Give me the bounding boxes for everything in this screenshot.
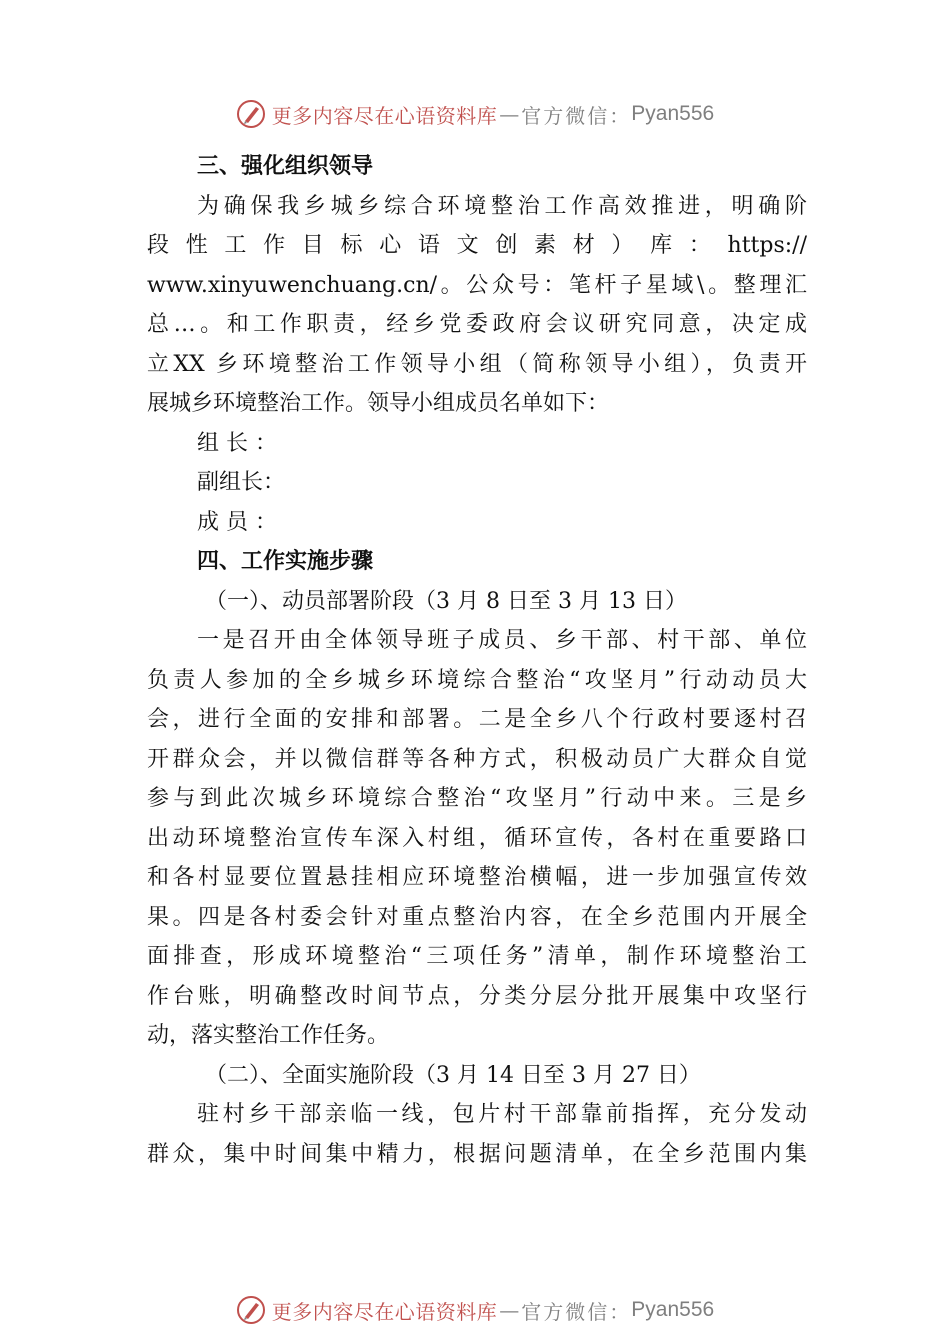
- paragraph-line: 驻村乡干部亲临一线，包片村干部靠前指挥，充分发动: [197, 1102, 807, 1127]
- paragraph-line: 总…。和工作职责，经乡党委政府会议研究同意，决定成: [147, 312, 807, 337]
- paragraph-line: 一是召开由全体领导班子成员、乡干部、村干部、单位: [197, 628, 807, 653]
- paragraph-line: 立XX 乡环境整治工作领导小组（简称领导小组），负责开: [147, 351, 807, 377]
- paragraph-line: 出动环境整治宣传车深入村组，循环宣传，各村在重要路口: [147, 825, 807, 851]
- paragraph-line: 段性工作目标心语文创素材）库：https://: [147, 233, 807, 258]
- subsection-heading: （二）、全面实施阶段（3 月 14 日至 3 月 27 日）: [205, 1062, 701, 1088]
- paragraph-line: 动，落实整治工作任务。: [147, 1023, 390, 1048]
- watermark-wechat-label: 官方微信：: [521, 1299, 632, 1324]
- watermark-wechat-id: Pyan556: [631, 1298, 715, 1321]
- member-line-members: 成 员 ：: [197, 509, 277, 535]
- paragraph-line: 果。四是各村委会针对重点整治内容，在全乡范围内开展全: [147, 904, 807, 930]
- watermark-wechat-id: Pyan556: [631, 102, 715, 125]
- paragraph-line: 展城乡环境整治工作。领导小组成员名单如下：: [147, 391, 610, 416]
- paragraph-line: 负责人参加的全乡城乡环境综合整治“攻坚月”行动动员大: [147, 667, 807, 693]
- paragraph-line: 作台账，明确整改时间节点，分类分层分批开展集中攻坚行: [147, 983, 807, 1009]
- paragraph-line: www.xinyuwenchuang.cn/。公众号：笔杆子星域\。整理汇: [147, 272, 807, 298]
- watermark-banner-top: [0, 94, 950, 134]
- paragraph-line: 会，进行全面的安排和部署。二是全乡八个行政村要逐村召: [147, 707, 807, 732]
- pen-logo-icon: [236, 99, 266, 129]
- paragraph-line: 和各村显要位置悬挂相应环境整治横幅，进一步加强宣传效: [147, 865, 807, 890]
- watermark-separator: —: [499, 1298, 520, 1322]
- paragraph-line: 面排查，形成环境整治“三项任务”清单，制作环境整治工: [147, 944, 807, 969]
- paragraph-line: 群众，集中时间集中精力，根据问题清单，在全乡范围内集: [147, 1141, 807, 1167]
- subsection-heading: （一）、动员部署阶段（3 月 8 日至 3 月 13 日）: [205, 588, 687, 614]
- pen-logo-icon: [236, 1295, 266, 1325]
- member-line-deputy: 副组长：: [197, 470, 286, 495]
- watermark-brand: 更多内容尽在心语资料库: [271, 1299, 498, 1324]
- watermark-wechat-label: 官方微信：: [521, 103, 632, 128]
- document-body: [147, 147, 807, 1174]
- watermark-brand: 更多内容尽在心语资料库: [271, 103, 498, 128]
- watermark-banner-bottom: [0, 1290, 950, 1330]
- member-line-leader: 组 长 ：: [197, 430, 277, 456]
- watermark-separator: —: [499, 102, 520, 126]
- paragraph-line: 为确保我乡城乡综合环境整治工作高效推进，明确阶: [197, 193, 807, 219]
- paragraph-line: 参与到此次城乡环境综合整治“攻坚月”行动中来。三是乡: [147, 786, 807, 811]
- paragraph-line: 开群众会，并以微信群等各种方式，积极动员广大群众自觉: [147, 746, 807, 772]
- section-heading: 三、强化组织领导: [197, 154, 374, 179]
- section-heading: 四、工作实施步骤: [197, 549, 374, 574]
